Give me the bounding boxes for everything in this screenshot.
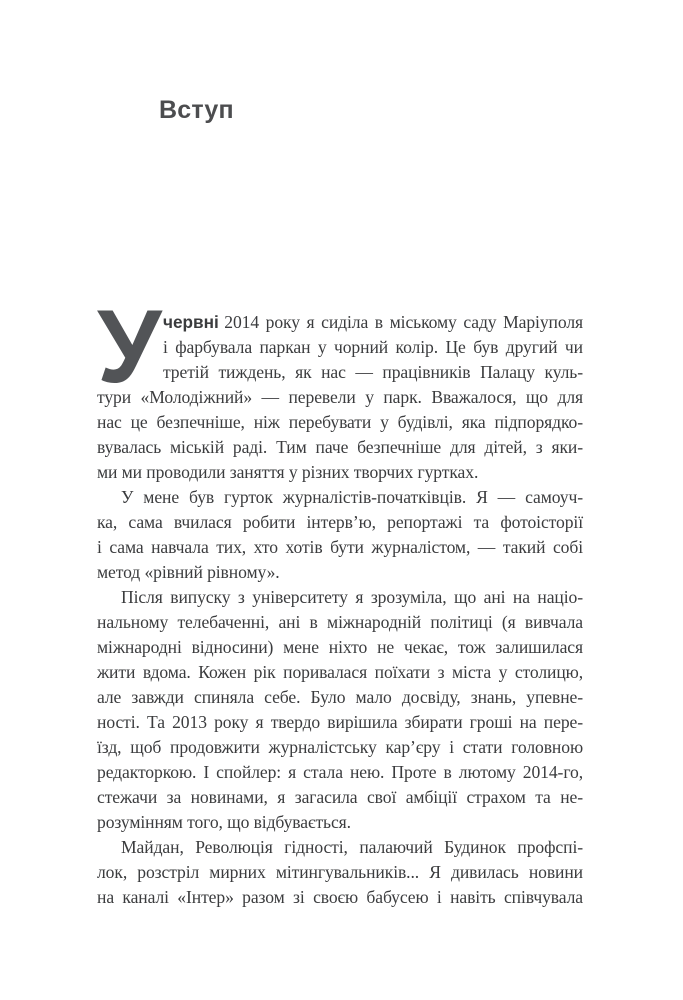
text-line: вувалась міській раді. Тим паче безпечніше для дітей, з яки- xyxy=(97,437,583,457)
text-line: і сама навчала тих, хто хотів бути журналістом, — такий собі xyxy=(97,537,583,557)
text-line: розумінням того, що відбувається. xyxy=(97,812,351,832)
text-line: лок, розстріл мирних мітингувальників... Я дивилась новини xyxy=(97,862,583,882)
text-line: Майдан, Революція гідності, палаючий Будинок профспі- xyxy=(121,837,583,857)
text-line: У мене був гурток журналістів-початківців. Я — самоуч- xyxy=(121,487,583,507)
text-line: третій тиждень, як нас — працівників Палацу куль- xyxy=(163,362,583,382)
text-line: на каналі «Інтер» разом зі своєю бабусею і навіть співчувала xyxy=(97,887,583,907)
paragraph xyxy=(97,485,583,585)
text-line: їзд, щоб продовжити журналістську кар’єру і стати головною xyxy=(97,737,583,757)
text-line: ка, сама вчилася робити інтерв’ю, репортажі та фотоісторії xyxy=(97,512,583,532)
text-line: нас це безпечніше, ніж перебувати у будівлі, яка підпорядко- xyxy=(97,412,583,432)
text-line: стежачи за новинами, я загасила свої амбіції страхом та не- xyxy=(97,787,583,807)
text-line: Після випуску з університету я зрозуміла, що ані на націо- xyxy=(121,587,583,607)
text-line: ності. Та 2013 року я твердо вирішила збирати гроші на пере- xyxy=(97,712,583,732)
lead-word: червні xyxy=(163,312,219,332)
text-line xyxy=(97,310,583,335)
text-line: нальному телебаченні, ані в міжнародній політиці (я вивчала xyxy=(97,612,583,632)
chapter-title: Вступ xyxy=(159,96,234,124)
paragraph xyxy=(97,585,583,835)
text-line: і фарбувала паркан у чорний колір. Це був другий чи xyxy=(163,337,583,357)
text-line: метод «рівний рівному». xyxy=(97,562,280,582)
text-line: але завжди спиняла себе. Було мало досвіду, знань, упевне- xyxy=(97,687,583,707)
text-line: ми ми проводили заняття у різних творчих гуртках. xyxy=(97,462,479,482)
text-line: редакторкою. І спойлер: я стала нею. Проте в лютому 2014-го, xyxy=(97,762,583,782)
text-line: міжнародні відносини) мене ніхто не чекає, тож залишилася xyxy=(97,637,583,657)
text-line: жити вдома. Кожен рік поривалася поїхати з міста у столицю, xyxy=(97,662,583,682)
body-text xyxy=(97,289,583,910)
paragraph xyxy=(97,289,583,485)
paragraph xyxy=(97,835,583,910)
drop-cap: У xyxy=(97,289,162,405)
text-line: тури «Молодіжний» — перевели у парк. Вважалося, що для xyxy=(97,387,583,407)
text-line-rest: 2014 року я сиділа в міському саду Маріуполя xyxy=(224,312,583,332)
